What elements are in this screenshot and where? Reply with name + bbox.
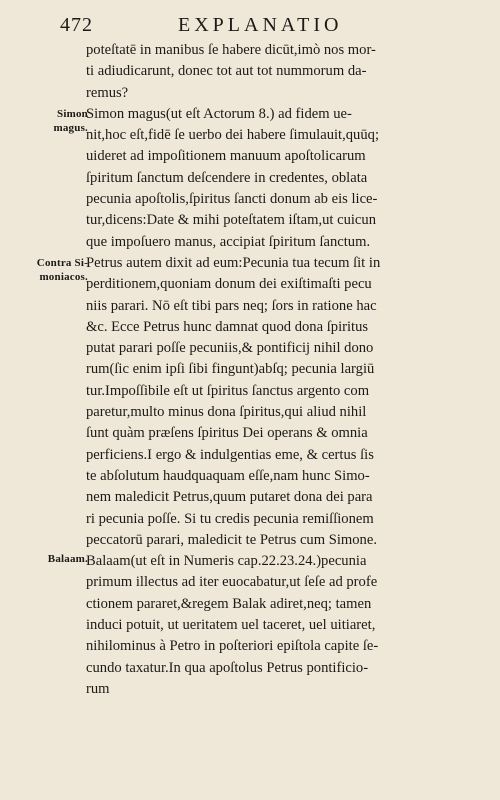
text-line: induci potuit, ut ueritatem uel taceret, uel uitiaret, — [86, 617, 376, 634]
margin-note-line: moniacos. — [39, 271, 88, 283]
page-number: 472 — [60, 14, 93, 36]
text-line: rum(ſic enim ipſi ſibi fingunt)abſq; pecunia largiū — [86, 361, 375, 378]
text-line: tur,dicens:Date & mihi poteſtatem iſtam,ut cuicun — [86, 212, 377, 229]
text-line: peccatorū parari, maledicit te Petrus cum Simone. — [86, 531, 377, 548]
margin-note-line: Contra Si- — [36, 257, 88, 269]
text-line: nit,hoc eſt,fidē ſe uerbo dei habere ſimulauit,quūq; — [86, 127, 380, 144]
text-line: pecunia apoſtolis,ſpiritus ſancti donum ab eis lice- — [86, 191, 378, 208]
text-line: poteſtatē in manibus ſe habere dicūt,imò nos mor- — [86, 42, 376, 58]
text-line: nihilominus à Petro in poſteriori epiſtola capite ſe- — [86, 638, 379, 655]
text-line: primum illectus ad iter euocabatur,ut ſeſe ad profe — [86, 574, 378, 591]
text-line: ri pecunia poſſe. Si tu credis pecunia remiſſionem — [86, 510, 374, 527]
text-line: rum — [86, 680, 110, 697]
margin-note-contra-simoniacos — [14, 256, 88, 284]
text-line: que impoſuero manus, accipiat ſpiritum ſanctum. — [86, 233, 371, 250]
text-line: uideret ad impoſitionem manuum apoſtolicarum — [86, 148, 366, 165]
running-title: EXPLANATIO — [178, 14, 343, 36]
margin-note-simon — [14, 107, 88, 135]
text-line: tur.Impoſſibile eſt ut ſpiritus ſanctus argento com — [86, 382, 370, 399]
text-line: Petrus autem dixit ad eum:Pecunia tua tecum ſit in — [86, 254, 381, 271]
text-line: niis parari. Nō eſt tibi pars neq; ſors in ratione hac — [86, 297, 377, 314]
text-line: perditionem,quoniam donum dei exiſtimaſti pecu — [86, 276, 372, 293]
text-line: ti adiudicarunt, donec tot aut tot nummorum da- — [86, 63, 367, 80]
text-line: ſpiritum ſanctum deſcendere in credentes, oblata — [86, 169, 368, 186]
margin-note-line: Simon — [57, 108, 88, 120]
text-line: Balaam(ut eſt in Numeris cap.22.23.24.)pecunia — [86, 553, 367, 570]
text-line: ſunt quàm præſens ſpiritus Dei operans & omnia — [86, 425, 368, 442]
text-line: &c. Ecce Petrus hunc damnat quod dona ſpiritus — [86, 318, 369, 335]
text-line: nem maledicit Petrus,quum putaret dona dei para — [86, 489, 373, 506]
body-text — [86, 40, 482, 700]
text-line: putat parari poſſe pecuniis,& pontificij nihil dono — [86, 340, 374, 357]
margin-note-line: magus. — [53, 122, 88, 134]
page-header — [60, 14, 480, 38]
text-line: remus? — [86, 84, 129, 101]
text-line: cundo taxatur.In qua apoſtolus Petrus pontificio- — [86, 659, 369, 676]
text-line: perficiens.I ergo & indulgentias eme, & certus ſis — [86, 446, 374, 463]
text-line: te abſolutum haudquaquam eſſe,nam hunc Simo- — [86, 467, 370, 484]
text-line: Simon magus(ut eſt Actorum 8.) ad fidem ue- — [86, 105, 352, 122]
margin-note-balaam — [14, 552, 88, 566]
text-line: paretur,multo minus dona ſpiritus,qui aliud nihil — [86, 404, 367, 421]
text-line: ctionem pararet,&regem Balak adiret,neq; tamen — [86, 595, 372, 612]
margin-note-line: Balaam. — [47, 553, 88, 565]
